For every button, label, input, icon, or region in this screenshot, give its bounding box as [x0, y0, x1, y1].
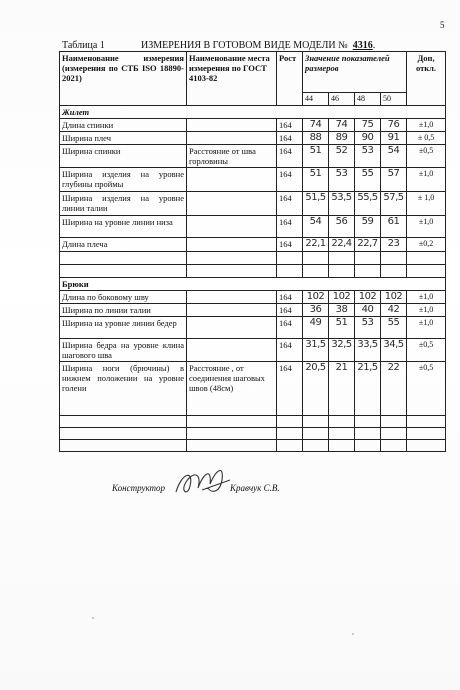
- empty-cell: [407, 428, 446, 440]
- empty-cell: [277, 265, 303, 278]
- handwritten-size-value: 55: [355, 168, 381, 192]
- trousers-section-title: Брюки: [60, 278, 446, 291]
- measurement-place: [187, 119, 277, 132]
- handwritten-size-value: 57,5: [381, 192, 407, 216]
- height-value: 164: [277, 145, 303, 168]
- measurement-name: Длина по боковому шву: [60, 291, 187, 304]
- handwritten-size-value: 22,1: [303, 238, 329, 252]
- table-row: [60, 168, 446, 192]
- handwritten-size-value: 102: [381, 291, 407, 304]
- handwritten-size-value: 42: [381, 304, 407, 317]
- handwritten-size-value: 53: [355, 145, 381, 168]
- empty-cell: [187, 440, 277, 452]
- empty-cell: [355, 416, 381, 428]
- handwritten-size-value: 33,5: [355, 339, 381, 362]
- header-size-values: Значение показателей размеров: [303, 52, 407, 93]
- handwritten-size-value: 52: [329, 145, 355, 168]
- empty-cell: [303, 252, 329, 265]
- page-number: 5: [440, 20, 445, 30]
- handwritten-size-value: 59: [355, 216, 381, 238]
- measurement-table: [59, 51, 446, 452]
- empty-cell: [303, 440, 329, 452]
- tolerance-value: ±1,0: [407, 304, 446, 317]
- table-row: [60, 192, 446, 216]
- measurement-name: Ширина по линии талии: [60, 304, 187, 317]
- handwritten-size-value: 57: [381, 168, 407, 192]
- handwritten-size-value: 102: [303, 291, 329, 304]
- table-label: Таблица 1: [62, 40, 105, 51]
- height-value: 164: [277, 291, 303, 304]
- empty-cell: [329, 265, 355, 278]
- empty-cell: [303, 265, 329, 278]
- table-row: [60, 238, 446, 252]
- vest-section-row: [60, 106, 446, 119]
- empty-cell: [381, 416, 407, 428]
- empty-cell: [329, 416, 355, 428]
- handwritten-size-value: 102: [329, 291, 355, 304]
- empty-cell: [60, 440, 187, 452]
- handwritten-size-value: 51: [303, 168, 329, 192]
- height-value: 164: [277, 339, 303, 362]
- height-value: 164: [277, 238, 303, 252]
- empty-cell: [187, 265, 277, 278]
- vest-section-title: Жилет: [60, 106, 446, 119]
- height-value: 164: [277, 216, 303, 238]
- handwritten-size-value: 74: [303, 119, 329, 132]
- table-title-text: ИЗМЕРЕНИЯ В ГОТОВОМ ВИДЕ МОДЕЛИ №: [141, 40, 348, 51]
- header-measurement-name: Наименование измерения (измерения по СТБ ISO 18890-2021): [60, 52, 187, 106]
- measurement-place: [187, 132, 277, 145]
- trousers-section-row: [60, 278, 446, 291]
- tolerance-value: ± 1,0: [407, 192, 446, 216]
- empty-cell: [303, 428, 329, 440]
- measurement-name: Ширина изделия на уровне линии талии: [60, 192, 187, 216]
- measurement-place: [187, 216, 277, 238]
- measurement-place: [187, 238, 277, 252]
- handwritten-size-value: 91: [381, 132, 407, 145]
- height-value: 164: [277, 168, 303, 192]
- measurement-name: Длина спинки: [60, 119, 187, 132]
- empty-row: [60, 265, 446, 278]
- measurement-name: Ширина ноги (брючины) в нижнем положении на уровне голени: [60, 362, 187, 416]
- table-row: [60, 304, 446, 317]
- height-value: 164: [277, 362, 303, 416]
- measurement-name: Ширина на уровне линии низа: [60, 216, 187, 238]
- measurement-place: Расстояние от шва горловины: [187, 145, 277, 168]
- empty-cell: [407, 252, 446, 265]
- empty-cell: [277, 252, 303, 265]
- measurement-place: [187, 339, 277, 362]
- handwritten-size-value: 90: [355, 132, 381, 145]
- empty-cell: [355, 440, 381, 452]
- handwritten-size-value: 32,5: [329, 339, 355, 362]
- handwritten-size-value: 75: [355, 119, 381, 132]
- empty-cell: [407, 440, 446, 452]
- empty-cell: [60, 416, 187, 428]
- header-measurement-place: Наименование места измерения по ГОСТ 4103-82: [187, 52, 277, 106]
- empty-cell: [381, 440, 407, 452]
- handwritten-size-value: 49: [303, 317, 329, 339]
- handwritten-size-value: 34,5: [381, 339, 407, 362]
- measurement-name: Ширина на уровне линии бедер: [60, 317, 187, 339]
- handwritten-size-value: 53,5: [329, 192, 355, 216]
- empty-row: [60, 440, 446, 452]
- header-tolerance: Доп, откл.: [407, 52, 446, 106]
- tolerance-value: ±0,5: [407, 145, 446, 168]
- handwritten-size-value: 89: [329, 132, 355, 145]
- handwritten-size-value: 22,4: [329, 238, 355, 252]
- height-value: 164: [277, 304, 303, 317]
- empty-cell: [355, 252, 381, 265]
- height-value: 164: [277, 119, 303, 132]
- handwritten-size-value: 55,5: [355, 192, 381, 216]
- tolerance-value: ± 0,5: [407, 132, 446, 145]
- measurement-place: Расстояние , от соединения шаговых швов (48см): [187, 362, 277, 416]
- table-row: [60, 119, 446, 132]
- size-46: 46: [329, 93, 355, 106]
- measurement-name: Ширина спинки: [60, 145, 187, 168]
- table-row: [60, 132, 446, 145]
- empty-cell: [407, 265, 446, 278]
- tolerance-value: ±0,5: [407, 339, 446, 362]
- handwritten-size-value: 21: [329, 362, 355, 416]
- handwritten-size-value: 21,5: [355, 362, 381, 416]
- empty-row: [60, 428, 446, 440]
- measurement-name: Ширина изделия на уровне глубины проймы: [60, 168, 187, 192]
- measurement-place: [187, 192, 277, 216]
- handwritten-size-value: 54: [303, 216, 329, 238]
- handwritten-size-value: 20,5: [303, 362, 329, 416]
- header-height: Рост: [277, 52, 303, 106]
- empty-cell: [187, 252, 277, 265]
- empty-cell: [407, 416, 446, 428]
- empty-cell: [60, 252, 187, 265]
- handwritten-size-value: 54: [381, 145, 407, 168]
- empty-row: [60, 416, 446, 428]
- handwritten-size-value: 51,5: [303, 192, 329, 216]
- handwritten-size-value: 88: [303, 132, 329, 145]
- handwritten-size-value: 55: [381, 317, 407, 339]
- tolerance-value: ±1,0: [407, 291, 446, 304]
- handwritten-size-value: 23: [381, 238, 407, 252]
- model-number: 4316: [352, 40, 373, 51]
- handwritten-size-value: 38: [329, 304, 355, 317]
- tolerance-value: ±1,0: [407, 216, 446, 238]
- size-44: 44: [303, 93, 329, 106]
- empty-cell: [355, 428, 381, 440]
- handwritten-size-value: 76: [381, 119, 407, 132]
- height-value: 164: [277, 132, 303, 145]
- table-title: ИЗМЕРЕНИЯ В ГОТОВОМ ВИДЕ МОДЕЛИ № 4316.: [141, 40, 376, 51]
- empty-cell: [329, 428, 355, 440]
- empty-cell: [277, 440, 303, 452]
- handwritten-size-value: 51: [329, 317, 355, 339]
- handwritten-size-value: 51: [303, 145, 329, 168]
- handwritten-size-value: 22: [381, 362, 407, 416]
- height-value: 164: [277, 192, 303, 216]
- empty-cell: [381, 252, 407, 265]
- handwritten-size-value: 61: [381, 216, 407, 238]
- handwritten-size-value: 22,7: [355, 238, 381, 252]
- scan-speck: [92, 617, 94, 619]
- measurement-place: [187, 304, 277, 317]
- scan-speck: [352, 633, 354, 635]
- table-row: [60, 216, 446, 238]
- size-50: 50: [381, 93, 407, 106]
- signature-name: Кравчук С.В.: [230, 483, 280, 493]
- table-row: [60, 339, 446, 362]
- tolerance-value: ±0,5: [407, 362, 446, 416]
- handwritten-size-value: 36: [303, 304, 329, 317]
- measurement-place: [187, 291, 277, 304]
- tolerance-value: ±1,0: [407, 119, 446, 132]
- size-48: 48: [355, 93, 381, 106]
- table-row: [60, 362, 446, 416]
- empty-cell: [60, 428, 187, 440]
- table-caption: [62, 40, 422, 51]
- empty-cell: [277, 428, 303, 440]
- empty-cell: [187, 416, 277, 428]
- tolerance-value: ±0,2: [407, 238, 446, 252]
- handwritten-size-value: 53: [355, 317, 381, 339]
- table-row: [60, 291, 446, 304]
- empty-row: [60, 252, 446, 265]
- empty-cell: [329, 440, 355, 452]
- handwritten-size-value: 31,5: [303, 339, 329, 362]
- header-row: [60, 52, 446, 93]
- handwritten-size-value: 53: [329, 168, 355, 192]
- measurement-name: Ширина бедра на уровне клина шагового шва: [60, 339, 187, 362]
- empty-cell: [187, 428, 277, 440]
- handwritten-size-value: 40: [355, 304, 381, 317]
- empty-cell: [329, 252, 355, 265]
- signature-role: Конструктор: [112, 483, 166, 493]
- tolerance-value: ±1,0: [407, 317, 446, 339]
- handwritten-size-value: 74: [329, 119, 355, 132]
- empty-cell: [381, 265, 407, 278]
- handwritten-size-value: 56: [329, 216, 355, 238]
- empty-cell: [303, 416, 329, 428]
- handwritten-size-value: 102: [355, 291, 381, 304]
- height-value: 164: [277, 317, 303, 339]
- table-row: [60, 145, 446, 168]
- measurement-place: [187, 168, 277, 192]
- measurement-place: [187, 317, 277, 339]
- empty-cell: [355, 265, 381, 278]
- empty-cell: [60, 265, 187, 278]
- empty-cell: [277, 416, 303, 428]
- table-row: [60, 317, 446, 339]
- measurement-name: Длина плеча: [60, 238, 187, 252]
- tolerance-value: ±1,0: [407, 168, 446, 192]
- handwritten-signature: [172, 462, 234, 502]
- measurement-name: Ширина плеч: [60, 132, 187, 145]
- empty-cell: [381, 428, 407, 440]
